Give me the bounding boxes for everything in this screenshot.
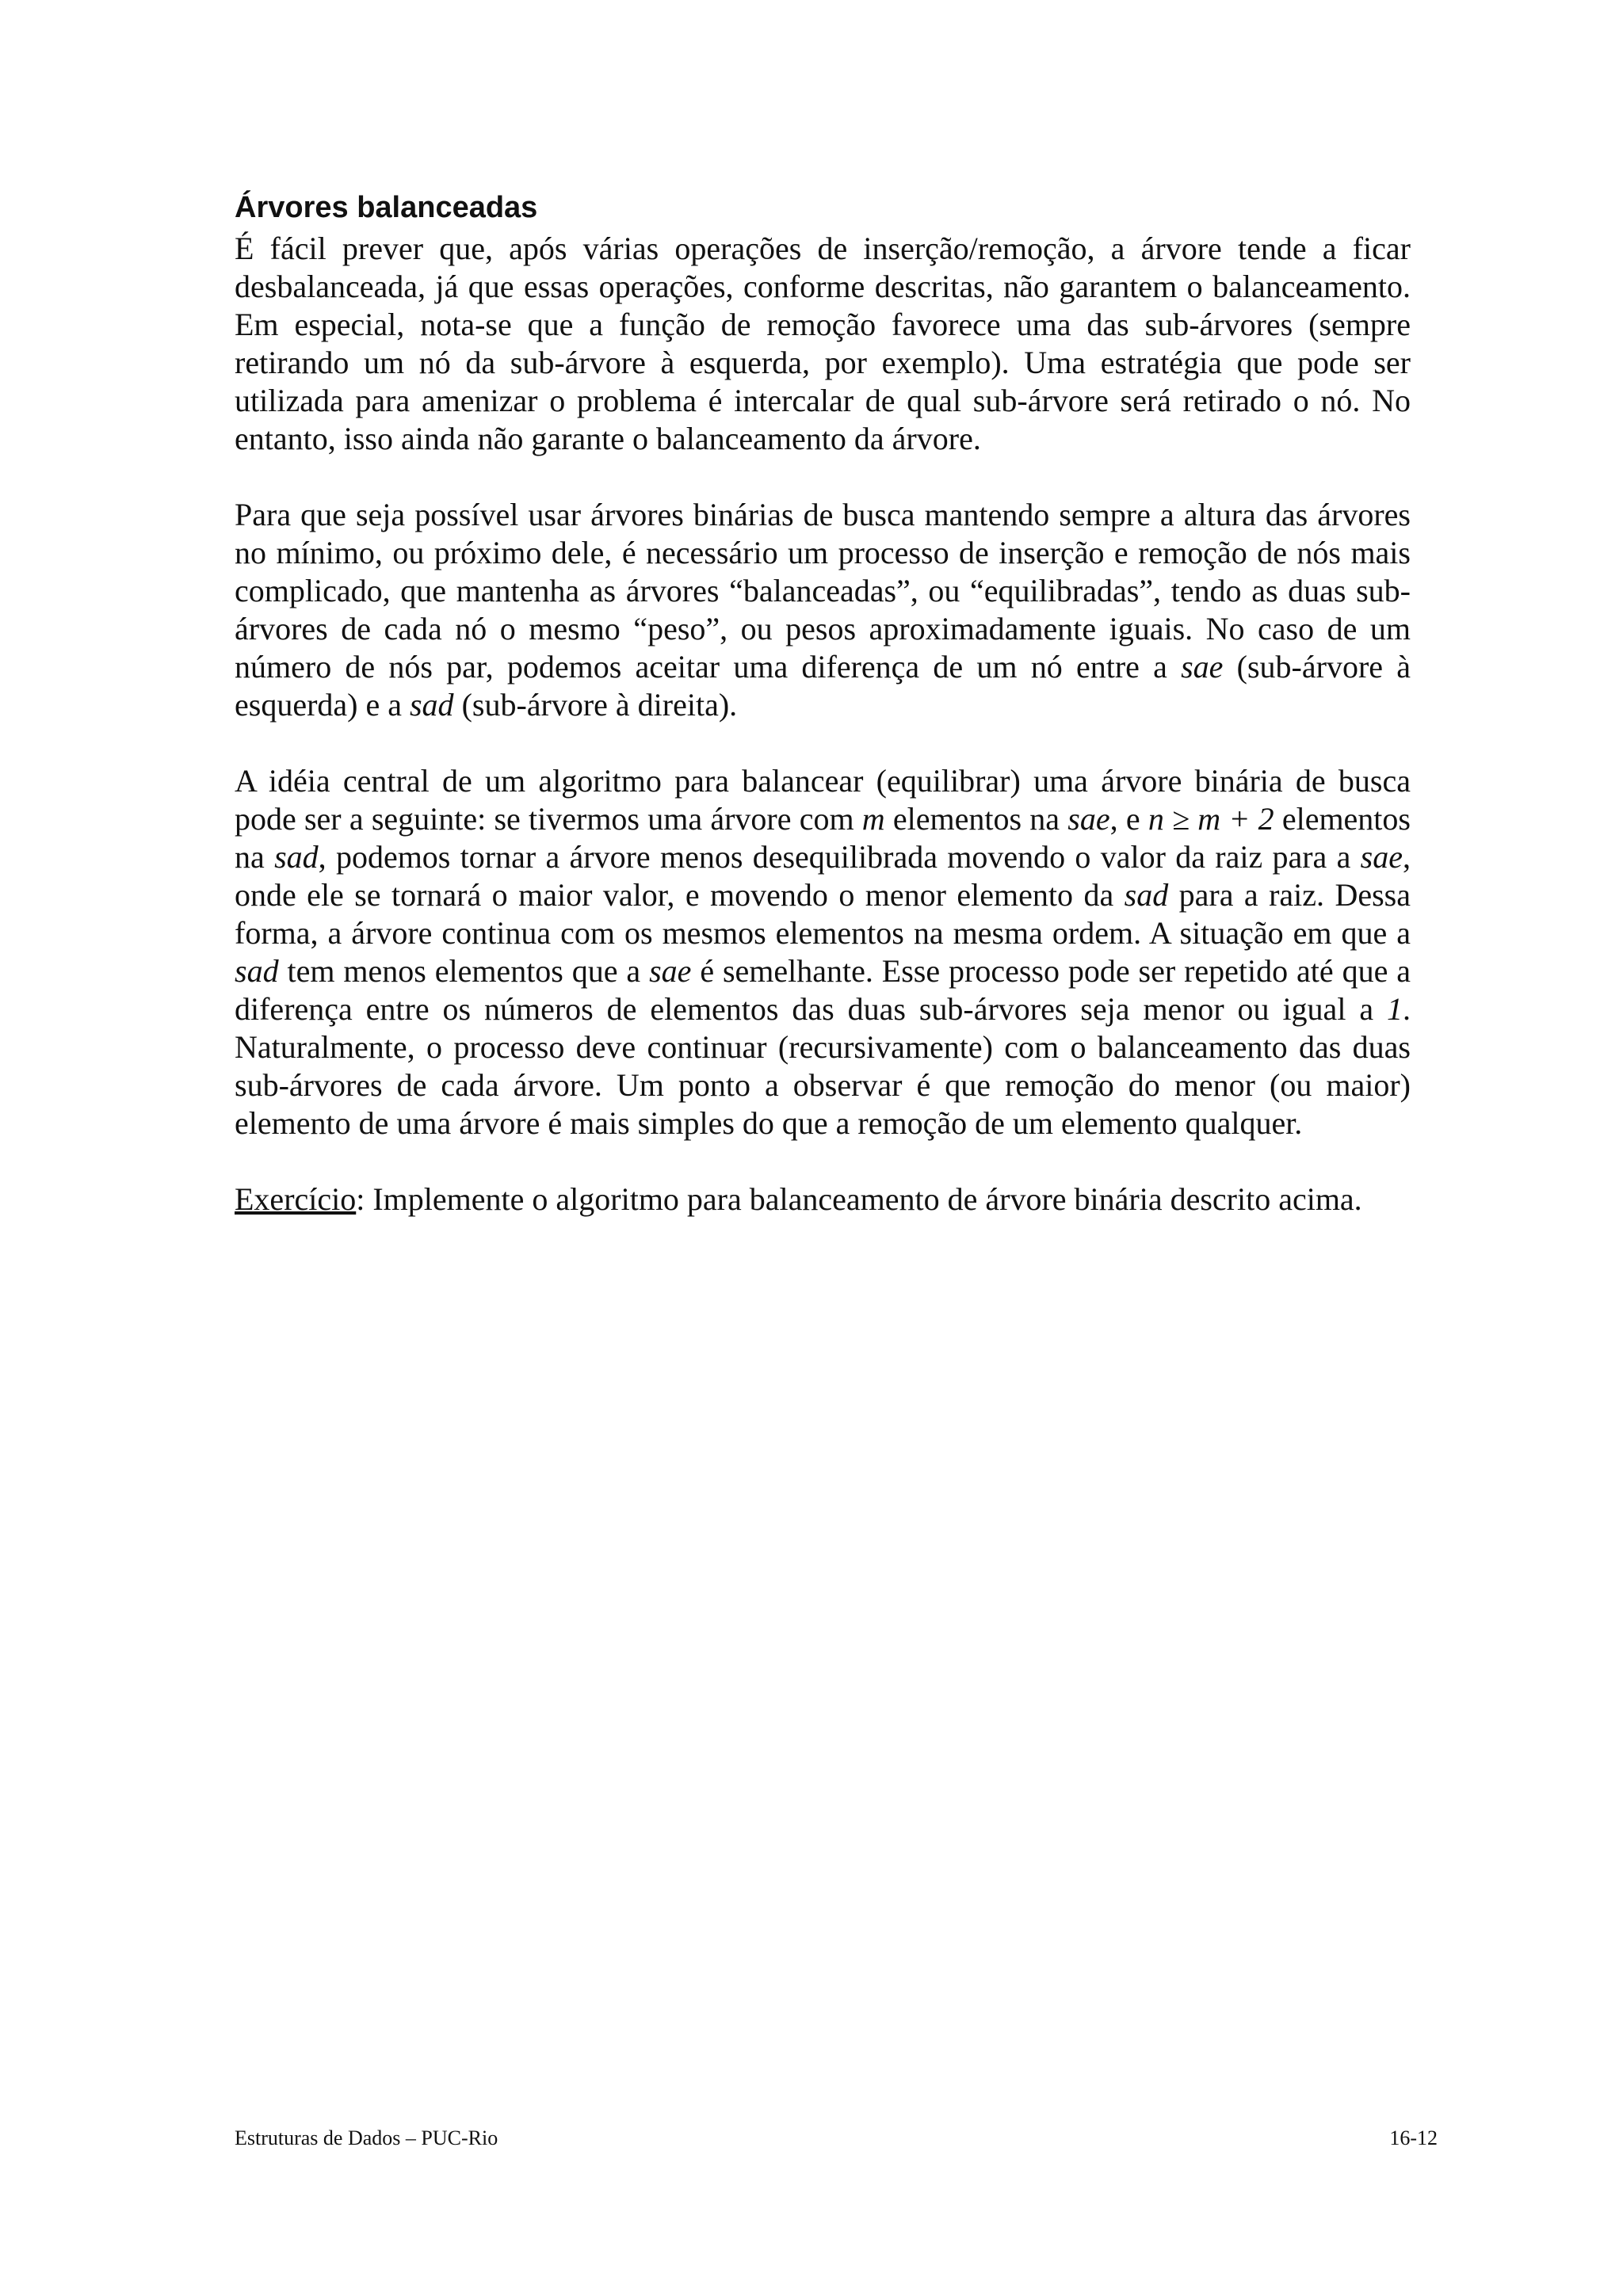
page-content (235, 187, 1411, 1257)
math-m: m (861, 801, 885, 837)
exercise-text: : Implemente o algoritmo para balanceamento de árvore binária descrito acima. (356, 1181, 1362, 1217)
text-run: (sub-árvore à esquerda) e a (235, 649, 1411, 723)
text-run: , e (1109, 801, 1148, 837)
text-run: elementos na (235, 801, 1411, 875)
term-sad: sad (409, 687, 454, 723)
text-run: tem menos elementos que a (278, 953, 650, 989)
term-sae: sae (649, 953, 692, 989)
text-run: , onde ele se tornará o maior valor, e movendo o menor elemento da (235, 839, 1411, 913)
footer-page-number: 16-12 (1389, 2126, 1438, 2149)
text-run: Para que seja possível usar árvores binárias de busca mantendo sempre a altura das árvores no mínimo, ou próximo dele, é necessário um processo de inserção e remoção de nós mais complicado, que mantenha as árvores “balanceadas”, ou “equilibradas”, tendo as duas sub-árvores de cada nó o mesmo “peso”, ou pesos aproximadamente iguais. No caso de um número de nós par, podemos aceitar uma diferença de um nó entre a (235, 497, 1411, 685)
text-run: elementos na (884, 801, 1068, 837)
paragraph-2 (235, 496, 1411, 724)
footer-course: Estruturas de Dados – PUC-Rio (235, 2126, 498, 2149)
exercise-label: Exercício (235, 1181, 357, 1217)
text-run: (sub-árvore à direita). (453, 687, 738, 723)
term-sad: sad (1124, 877, 1169, 913)
math-inequality: n ≥ m + 2 (1148, 801, 1274, 837)
term-sad: sad (274, 839, 319, 875)
term-sae: sae (1360, 839, 1403, 875)
text-run: para a raiz. Dessa forma, a árvore continua com os mesmos elementos na mesma ordem. A situação em que a (235, 877, 1411, 951)
text-run: , podemos tornar a árvore menos desequilibrada movendo o valor da raiz para a (318, 839, 1361, 875)
text-run: é semelhante. Esse processo pode ser repetido até que a diferença entre os números de elementos das duas sub-árvores seja menor ou igual a (235, 953, 1411, 1027)
text-run: A idéia central de um algoritmo para balancear (equilibrar) uma árvore binária de busca pode ser a seguinte: se tivermos uma árvore com (235, 763, 1411, 837)
paragraph-1: É fácil prever que, após várias operações de inserção/remoção, a árvore tende a ficar desbalanceada, já que essas operações, conforme descritas, não garantem o balanceamento. Em especial, nota-se que a função de remoção favorece uma das sub-árvores (sempre retirando um nó da sub-árvore à esquerda, por exemplo). Uma estratégia que pode ser utilizada para amenizar o problema é intercalar de qual sub-árvore será retirado o nó. No entanto, isso ainda não garante o balanceamento da árvore. (235, 231, 1411, 456)
paragraph-3 (235, 762, 1411, 1142)
term-sae: sae (1181, 649, 1224, 685)
section-heading: Árvores balanceadas (235, 191, 538, 224)
text-run: . Naturalmente, o processo deve continuar (recursivamente) com o balanceamento das duas sub-árvores de cada árvore. Um ponto a observar é que remoção do menor (ou maior) elemento de uma árvore é mais simples do que a remoção de um elemento qualquer. (235, 991, 1411, 1141)
paragraph-exercise (235, 1180, 1411, 1219)
term-sae: sae (1067, 801, 1110, 837)
math-one: 1 (1387, 991, 1403, 1027)
term-sad: sad (235, 953, 279, 989)
